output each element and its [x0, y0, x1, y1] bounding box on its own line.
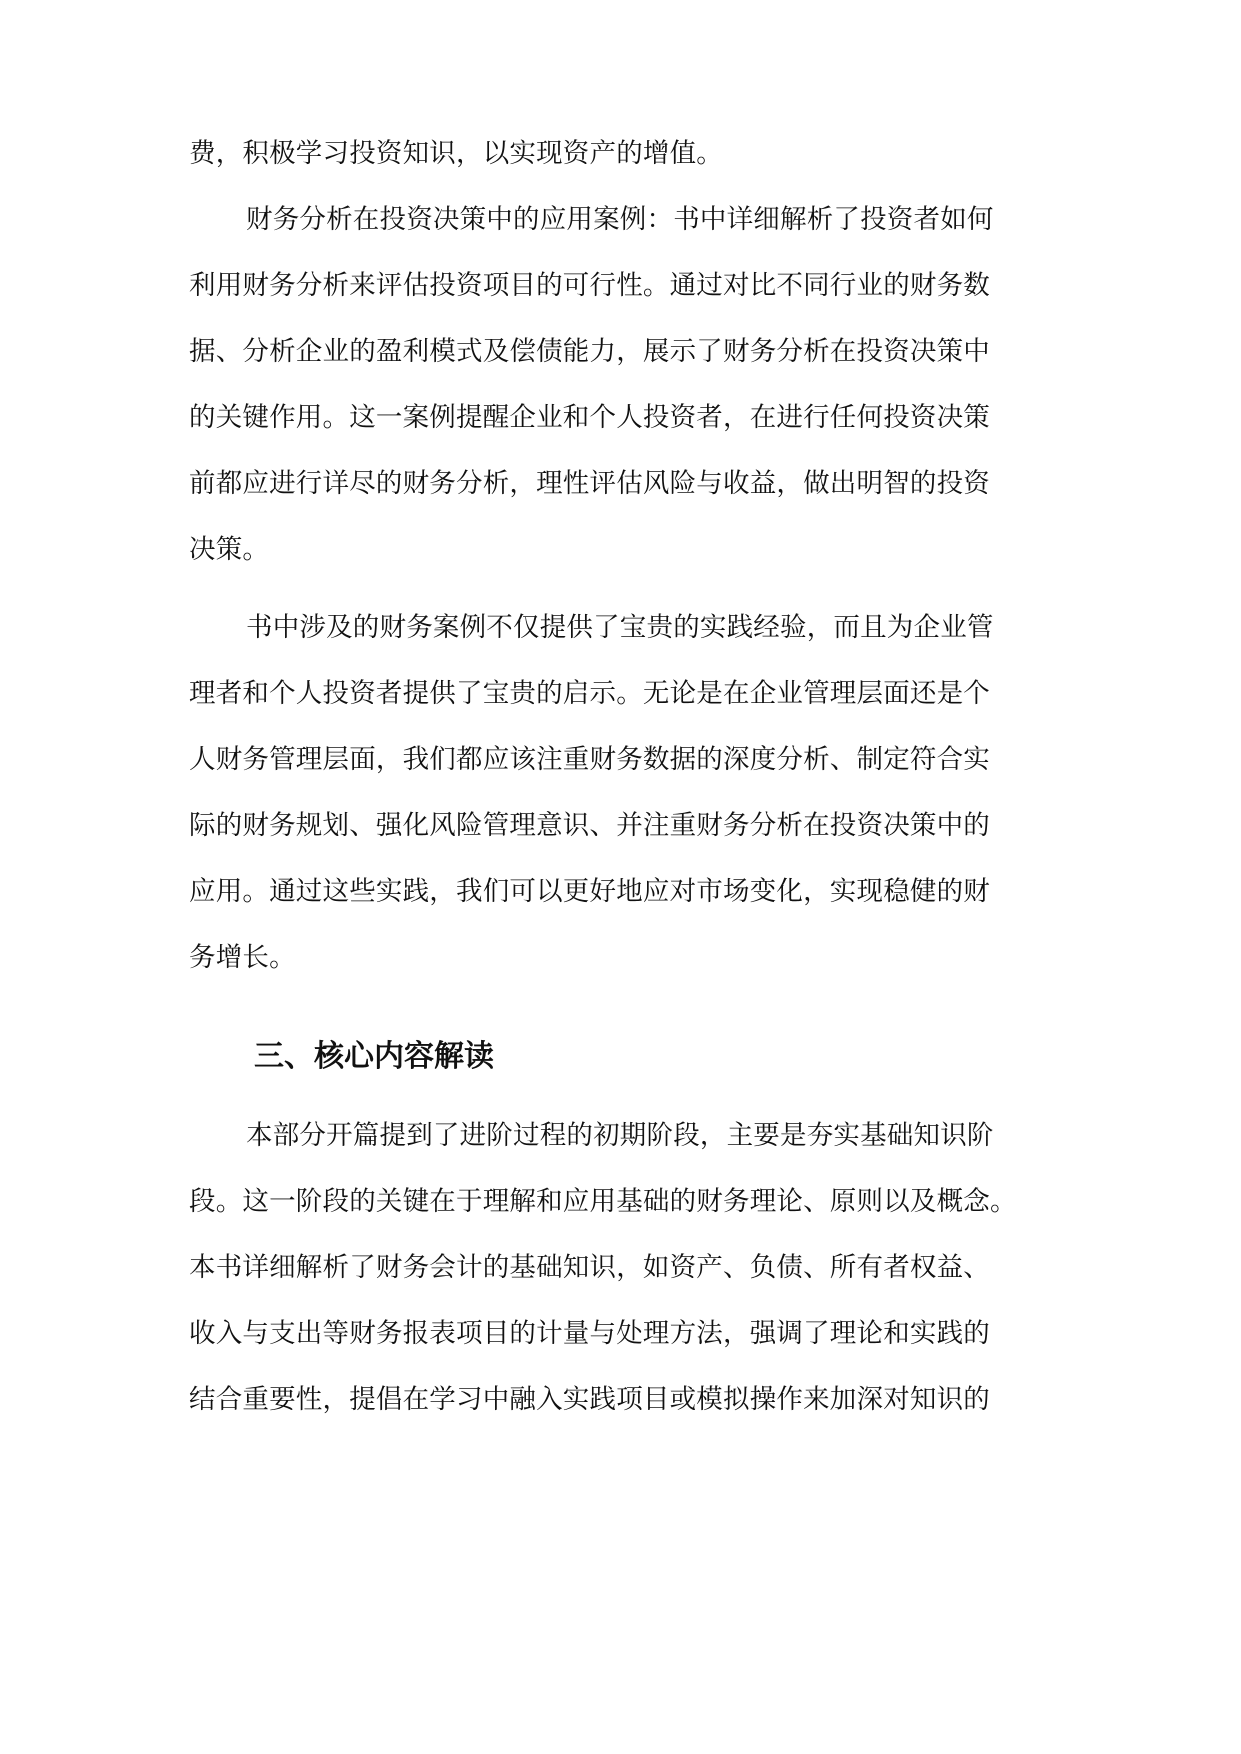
paragraph-line: 的关键作用。这一案例提醒企业和个人投资者，在进行任何投资决策 — [189, 402, 990, 433]
section-heading: 三、核心内容解读 — [254, 1039, 494, 1074]
paragraph-line: 理者和个人投资者提供了宝贵的启示。无论是在企业管理层面还是个 — [189, 678, 990, 709]
paragraph-line: 决策。 — [189, 534, 270, 565]
paragraph-line: 利用财务分析来评估投资项目的可行性。通过对比不同行业的财务数 — [189, 270, 990, 301]
paragraph-line: 收入与支出等财务报表项目的计量与处理方法，强调了理论和实践的 — [189, 1318, 990, 1349]
paragraph-line: 财务分析在投资决策中的应用案例：书中详细解析了投资者如何 — [246, 204, 994, 235]
paragraph-line: 人财务管理层面，我们都应该注重财务数据的深度分析、制定符合实 — [189, 744, 990, 775]
paragraph-line: 应用。通过这些实践，我们可以更好地应对市场变化，实现稳健的财 — [189, 876, 990, 907]
paragraph-line: 前都应进行详尽的财务分析，理性评估风险与收益，做出明智的投资 — [189, 468, 990, 499]
paragraph-line: 费，积极学习投资知识，以实现资产的增值。 — [189, 138, 723, 169]
paragraph-line: 据、分析企业的盈利模式及偿债能力，展示了财务分析在投资决策中 — [189, 336, 990, 367]
paragraph-line: 际的财务规划、强化风险管理意识、并注重财务分析在投资决策中的 — [189, 810, 990, 841]
paragraph-line: 务增长。 — [189, 942, 296, 973]
paragraph-line: 本部分开篇提到了进阶过程的初期阶段，主要是夯实基础知识阶 — [246, 1120, 994, 1151]
paragraph-line: 段。这一阶段的关键在于理解和应用基础的财务理论、原则以及概念。 — [189, 1186, 1017, 1217]
paragraph-line: 结合重要性，提倡在学习中融入实践项目或模拟操作来加深对知识的 — [189, 1384, 990, 1415]
paragraph-line: 书中涉及的财务案例不仅提供了宝贵的实践经验，而且为企业管 — [246, 612, 994, 643]
paragraph-line: 本书详细解析了财务会计的基础知识，如资产、负债、所有者权益、 — [189, 1252, 990, 1283]
